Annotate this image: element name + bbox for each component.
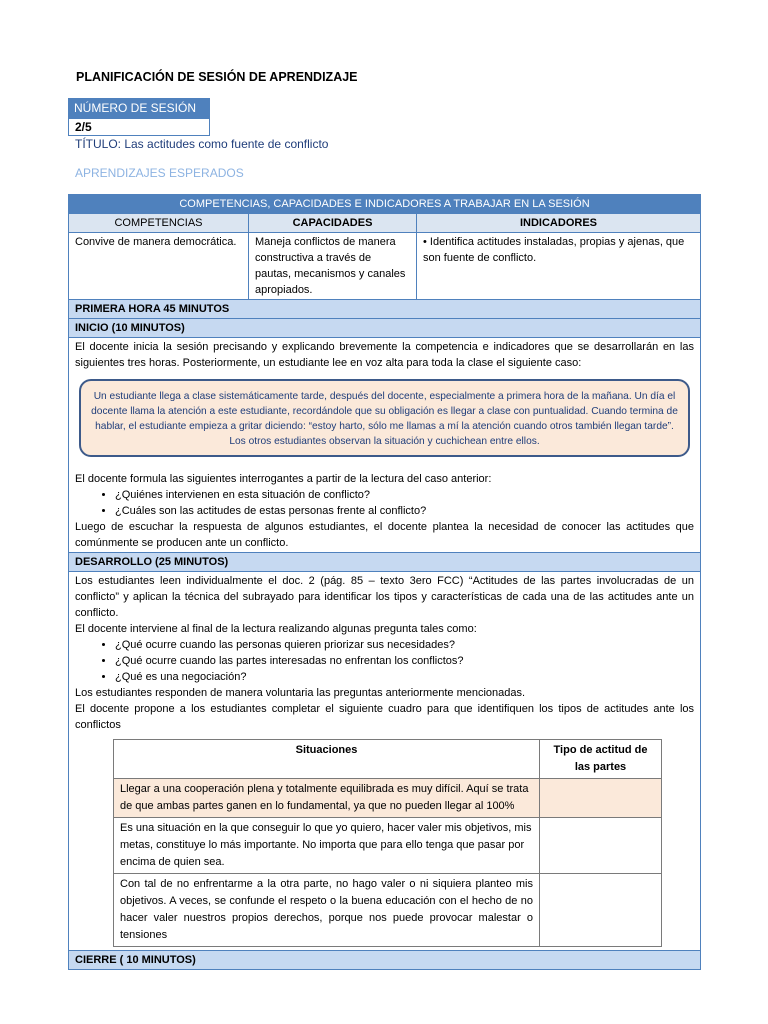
session-number-value: 2/5 bbox=[68, 118, 210, 136]
session-title: TÍTULO: Las actitudes como fuente de conflicto bbox=[75, 137, 329, 151]
indicadores-column-header: INDICADORES bbox=[417, 214, 701, 233]
desarrollo-p1: Los estudiantes leen individualmente el doc. 2 (pág. 85 – texto 3ero FCC) “Actitudes de las partes involucradas de un conflicto” y aplican la técnica del subrayado para identificar los tipos y características de cada una de las actitudes ante un conflicto. bbox=[75, 575, 694, 619]
situation-cell: Con tal de no enfrentarme a la otra parte, no hago valer o ni siquiera planteo mis objetivos. A veces, se confunde el respeto o la buena educación con el hecho de no hacer valer nuestros propios derechos, porque nos puede provocar malestar o tensiones bbox=[114, 874, 540, 947]
list-item: • ¿Qué es una negociación? bbox=[115, 669, 694, 685]
list-item: • ¿Qué ocurre cuando las partes interesadas no enfrentan los conflictos? bbox=[115, 653, 694, 669]
desarrollo-p4: El docente propone a los estudiantes completar el siguiente cuadro para que identifiquen los tipos de actitudes ante los conflictos bbox=[75, 703, 694, 731]
list-item: • ¿Cuáles son las actitudes de estas personas frente al conflicto? bbox=[115, 503, 694, 519]
case-box: Un estudiante llega a clase sistemáticamente tarde, después del docente, especialmente a primera hora de la mañana. Un día el docente llama la atención a este estudiante, recordándole que su obligación es llegar a clase con puntualidad. Cuando termina de hablar, el estudiante empieza a gritar diciendo: “estoy harto, sólo me llamas a mí la atención cuando otros también llegan tarde”. Los otros estudiantes observan la situación y cuchichean entre ellos. bbox=[79, 379, 690, 457]
situations-table bbox=[113, 739, 662, 947]
attitude-type-cell bbox=[540, 874, 662, 947]
competencia-cell: Convive de manera democrática. bbox=[69, 233, 249, 300]
tipo-actitud-column-header: Tipo de actitud de las partes bbox=[540, 740, 662, 779]
list-item: • ¿Quiénes intervienen en esta situación de conflicto? bbox=[115, 487, 694, 503]
document-title: PLANIFICACIÓN DE SESIÓN DE APRENDIZAJE bbox=[76, 70, 358, 84]
competencias-column-header: COMPETENCIAS bbox=[69, 214, 249, 233]
attitude-type-cell bbox=[540, 779, 662, 818]
session-plan-table bbox=[68, 194, 701, 970]
inicio-formula: El docente formula las siguientes interrogantes a partir de la lectura del caso anterior: bbox=[75, 473, 492, 485]
competencies-header: COMPETENCIAS, CAPACIDADES E INDICADORES A TRABAJAR EN LA SESIÓN bbox=[69, 195, 701, 214]
capacidades-column-header: CAPACIDADES bbox=[249, 214, 417, 233]
capacidad-cell: Maneja conflictos de manera constructiva a través de pautas, mecanismos y canales apropiados. bbox=[249, 233, 417, 300]
inicio-header: INICIO (10 MINUTOS) bbox=[69, 319, 701, 338]
desarrollo-p2: El docente interviene al final de la lectura realizando algunas pregunta tales como: bbox=[75, 623, 477, 635]
inicio-content bbox=[69, 338, 701, 553]
desarrollo-header: DESARROLLO (25 MINUTOS) bbox=[69, 553, 701, 572]
situation-cell: Llegar a una cooperación plena y totalmente equilibrada es muy difícil. Aquí se trata de que ambas partes ganen en lo fundamental, ya que no pueden llegar al 100% bbox=[114, 779, 540, 818]
inicio-questions bbox=[75, 487, 694, 519]
desarrollo-content bbox=[69, 572, 701, 951]
cierre-header: CIERRE ( 10 MINUTOS) bbox=[69, 951, 701, 970]
inicio-intro: El docente inicia la sesión precisando y explicando brevemente la competencia e indicadores que se desarrollarán en las siguientes tres horas. Posteriormente, un estudiante lee en voz alta para toda la clase el siguiente caso: bbox=[75, 341, 694, 369]
situaciones-column-header: Situaciones bbox=[114, 740, 540, 779]
primera-hora-header: PRIMERA HORA 45 MINUTOS bbox=[69, 300, 701, 319]
session-number-label: NÚMERO DE SESIÓN bbox=[68, 98, 210, 118]
desarrollo-questions bbox=[75, 637, 694, 685]
list-item: • ¿Qué ocurre cuando las personas quieren priorizar sus necesidades? bbox=[115, 637, 694, 653]
desarrollo-p3: Los estudiantes responden de manera voluntaria las preguntas anteriormente mencionadas. bbox=[75, 687, 526, 699]
inicio-luego: Luego de escuchar la respuesta de algunos estudiantes, el docente plantea la necesidad de conocer las actitudes que comúnmente se producen ante un conflicto. bbox=[75, 521, 694, 549]
indicador-cell: • Identifica actitudes instaladas, propias y ajenas, que son fuente de conflicto. bbox=[417, 233, 701, 300]
situation-cell: Es una situación en la que conseguir lo que yo quiero, hacer valer mis objetivos, mis metas, constituye lo más importante. No importa que para ello tenga que pasar por encima de quien sea. bbox=[114, 818, 540, 874]
attitude-type-cell bbox=[540, 818, 662, 874]
expected-learning-label: APRENDIZAJES ESPERADOS bbox=[75, 166, 244, 180]
